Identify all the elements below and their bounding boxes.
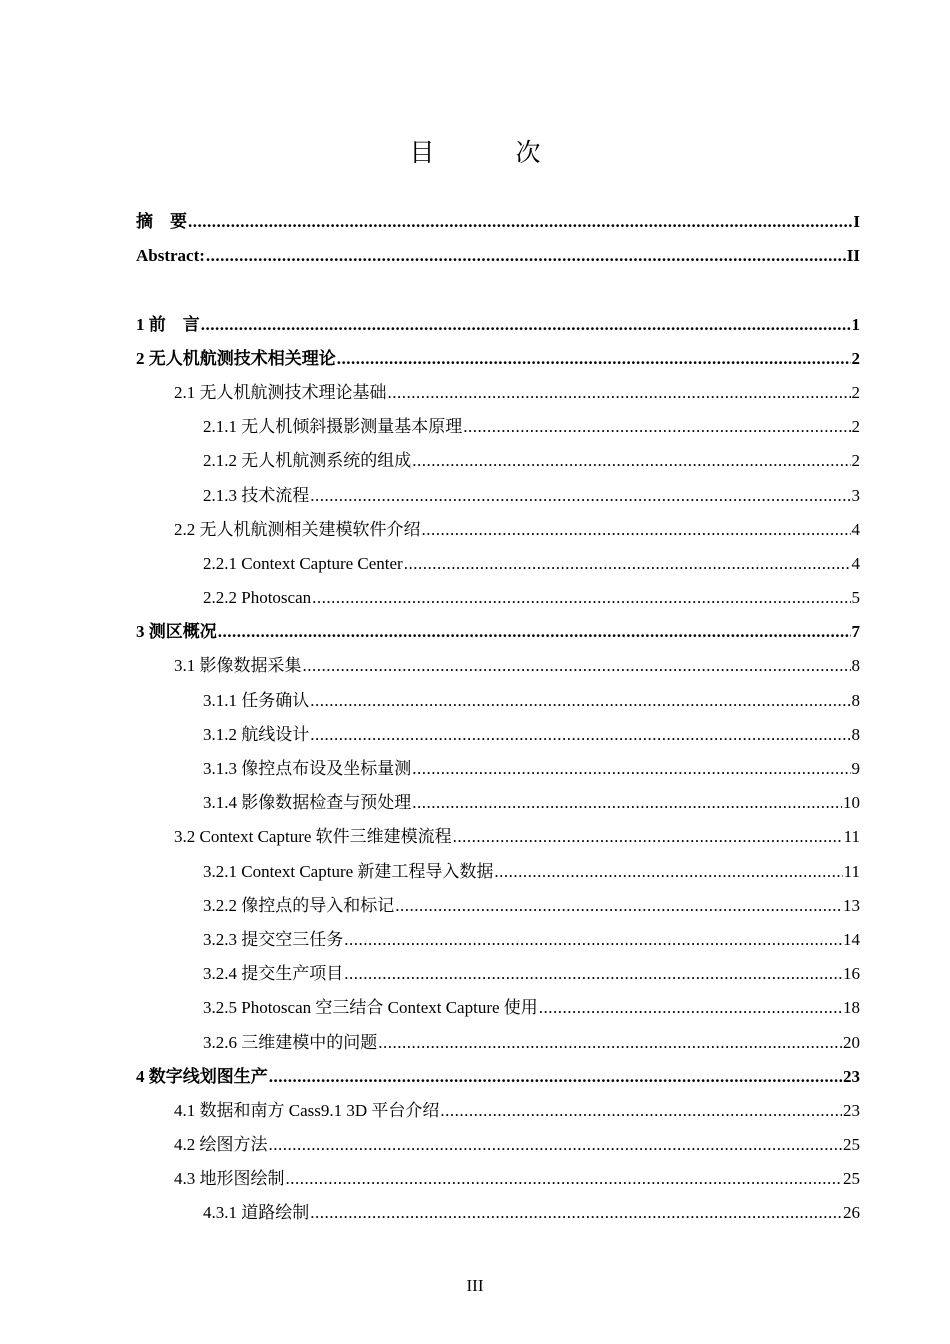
toc-dot-leader <box>412 752 850 786</box>
toc-entry-page: 2 <box>851 417 860 437</box>
toc-dot-leader <box>312 581 850 615</box>
toc-entry-label: 2.1.1 无人机倾斜摄影测量基本原理 <box>203 417 463 437</box>
toc-entry-page: 3 <box>851 485 860 505</box>
toc-entry-page: 23 <box>843 1066 860 1086</box>
toc-dot-leader <box>337 342 851 376</box>
toc-dot-leader <box>303 649 851 683</box>
toc-entry-page: 20 <box>843 1032 860 1052</box>
toc-entry-page: 26 <box>843 1203 860 1223</box>
toc-entry-label: 1 前 言 <box>136 314 200 334</box>
toc-entry-page: I <box>853 212 860 231</box>
toc-entry-page: 14 <box>843 929 860 949</box>
toc-entry-label: 2.2.1 Context Capture Center <box>203 553 403 573</box>
toc-entry-label: 3.2.6 三维建模中的问题 <box>203 1032 378 1052</box>
toc-entry[interactable] <box>136 684 860 718</box>
toc-entry[interactable] <box>136 342 860 376</box>
toc-entry[interactable] <box>136 923 860 957</box>
toc-entry[interactable] <box>136 410 860 444</box>
toc-entry-label: 3.2.2 像控点的导入和标记 <box>203 895 395 915</box>
toc-dot-leader <box>412 786 842 820</box>
toc-dot-leader <box>188 205 852 239</box>
toc-entry-label: 4.2 绘图方法 <box>174 1135 268 1155</box>
toc-entry-label: 3.2.4 提交生产项目 <box>203 964 344 984</box>
toc-entry-page: 10 <box>843 793 860 813</box>
toc-entry[interactable] <box>136 308 860 342</box>
toc-entry-label: 3.2.1 Context Capture 新建工程导入数据 <box>203 861 494 881</box>
toc-dot-leader <box>344 923 842 957</box>
toc-entry-page: 16 <box>843 964 860 984</box>
toc-entry-page: 1 <box>851 314 860 334</box>
toc-dot-leader <box>310 1196 842 1230</box>
toc-dot-leader <box>395 889 842 923</box>
toc-entry[interactable] <box>136 855 860 889</box>
toc-dot-leader <box>286 1162 843 1196</box>
toc-dot-leader <box>206 239 846 273</box>
toc-entry-page: 2 <box>851 451 860 471</box>
toc-entry-label: 3.1 影像数据采集 <box>174 656 302 676</box>
toc-entry[interactable] <box>136 1162 860 1196</box>
toc-dot-leader <box>494 855 842 889</box>
toc-dot-leader <box>344 957 842 991</box>
toc-dot-leader <box>539 991 842 1025</box>
toc-dot-leader <box>440 1094 842 1128</box>
page-title: 目 次 <box>409 140 569 167</box>
toc-entry[interactable] <box>136 547 860 581</box>
toc-entry-page: 4 <box>851 553 860 573</box>
toc-entry[interactable] <box>136 581 860 615</box>
toc-entry-label: 摘 要 <box>136 212 187 231</box>
toc-entry[interactable] <box>136 957 860 991</box>
toc-dot-leader <box>404 547 851 581</box>
toc-entry-label: 4.3 地形图绘制 <box>174 1169 285 1189</box>
toc-entry-label: 3.2.5 Photoscan 空三结合 Context Capture 使用 <box>203 998 538 1018</box>
toc-entry-label: 2.1.3 技术流程 <box>203 485 310 505</box>
toc-entry[interactable] <box>136 615 860 649</box>
toc-dot-leader <box>269 1060 842 1094</box>
toc-entry-label: Abstract: <box>136 246 205 266</box>
toc-entry-label: 4 数字线划图生产 <box>136 1066 268 1086</box>
toc-entry[interactable] <box>136 649 860 683</box>
toc-entry-page: 2 <box>851 348 860 368</box>
toc-dot-leader <box>218 615 851 649</box>
toc-entry-page: 18 <box>843 998 860 1018</box>
toc-entry[interactable] <box>136 991 860 1025</box>
toc-entry-page: 25 <box>843 1169 860 1189</box>
toc-entry-page: 5 <box>851 588 860 608</box>
toc-entry-label: 3.1.2 航线设计 <box>203 724 310 744</box>
toc-entry-page: 25 <box>843 1135 860 1155</box>
toc-entry-label: 2 无人机航测技术相关理论 <box>136 348 336 368</box>
toc-entry-label: 3.1.4 影像数据检查与预处理 <box>203 793 412 813</box>
toc-dot-leader <box>463 410 850 444</box>
toc-dot-leader <box>310 479 850 513</box>
toc-entry-page: 11 <box>843 827 860 847</box>
toc-entry-label: 3.2.3 提交空三任务 <box>203 929 344 949</box>
page-number: III <box>466 1276 484 1295</box>
toc-dot-leader <box>310 718 850 752</box>
toc-entry-label: 4.3.1 道路绘制 <box>203 1203 310 1223</box>
toc-entry-label: 2.2.2 Photoscan <box>203 588 312 608</box>
toc-entry-page: 13 <box>843 895 860 915</box>
toc-entry-page: 23 <box>843 1100 860 1120</box>
toc-entry-page: 4 <box>851 519 860 539</box>
toc-entry[interactable] <box>136 718 860 752</box>
toc-entry[interactable] <box>136 889 860 923</box>
toc-entry[interactable] <box>136 786 860 820</box>
toc-dot-leader <box>422 513 851 547</box>
toc-entry-label: 3.2 Context Capture 软件三维建模流程 <box>174 827 452 847</box>
toc-entry[interactable] <box>136 1026 860 1060</box>
toc-entry[interactable] <box>136 1060 860 1094</box>
toc-entry[interactable] <box>136 752 860 786</box>
toc-entry-page: 9 <box>851 759 860 778</box>
toc-entry[interactable] <box>136 376 860 410</box>
toc-entry-page: II <box>846 246 860 266</box>
toc-entry[interactable] <box>136 820 860 854</box>
toc-entry-page: 8 <box>851 656 860 676</box>
toc-entry[interactable] <box>136 1196 860 1230</box>
toc-entry-label: 2.1.2 无人机航测系统的组成 <box>203 451 412 471</box>
toc-entry[interactable] <box>136 1128 860 1162</box>
toc-entry-label: 2.1 无人机航测技术理论基础 <box>174 382 387 402</box>
toc-dot-leader <box>388 376 851 410</box>
toc-entry-page: 7 <box>851 622 860 642</box>
toc-entry-label: 3.1.1 任务确认 <box>203 690 310 710</box>
toc-entry[interactable] <box>136 1094 860 1128</box>
toc-entry[interactable] <box>136 444 860 478</box>
toc-dot-leader <box>310 684 850 718</box>
toc-entry[interactable] <box>136 239 860 273</box>
toc-dot-leader <box>201 308 851 342</box>
table-of-contents <box>136 205 860 1231</box>
toc-entry-page: 8 <box>851 690 860 710</box>
toc-entry-label: 3 测区概况 <box>136 622 217 642</box>
toc-dot-leader <box>378 1026 842 1060</box>
toc-entry-label: 4.1 数据和南方 Cass9.1 3D 平台介绍 <box>174 1100 440 1120</box>
toc-entry[interactable] <box>136 479 860 513</box>
toc-entry[interactable] <box>136 205 860 239</box>
toc-dot-leader <box>412 444 850 478</box>
toc-entry-label: 3.1.3 像控点布设及坐标量测 <box>203 759 412 778</box>
toc-entry-label: 2.2 无人机航测相关建模软件介绍 <box>174 519 421 539</box>
toc-dot-leader <box>269 1128 843 1162</box>
toc-entry[interactable] <box>136 513 860 547</box>
toc-entry-page: 11 <box>843 861 860 881</box>
toc-dot-leader <box>453 820 843 854</box>
toc-entry-page: 8 <box>851 724 860 744</box>
toc-entry-page: 2 <box>851 382 860 402</box>
